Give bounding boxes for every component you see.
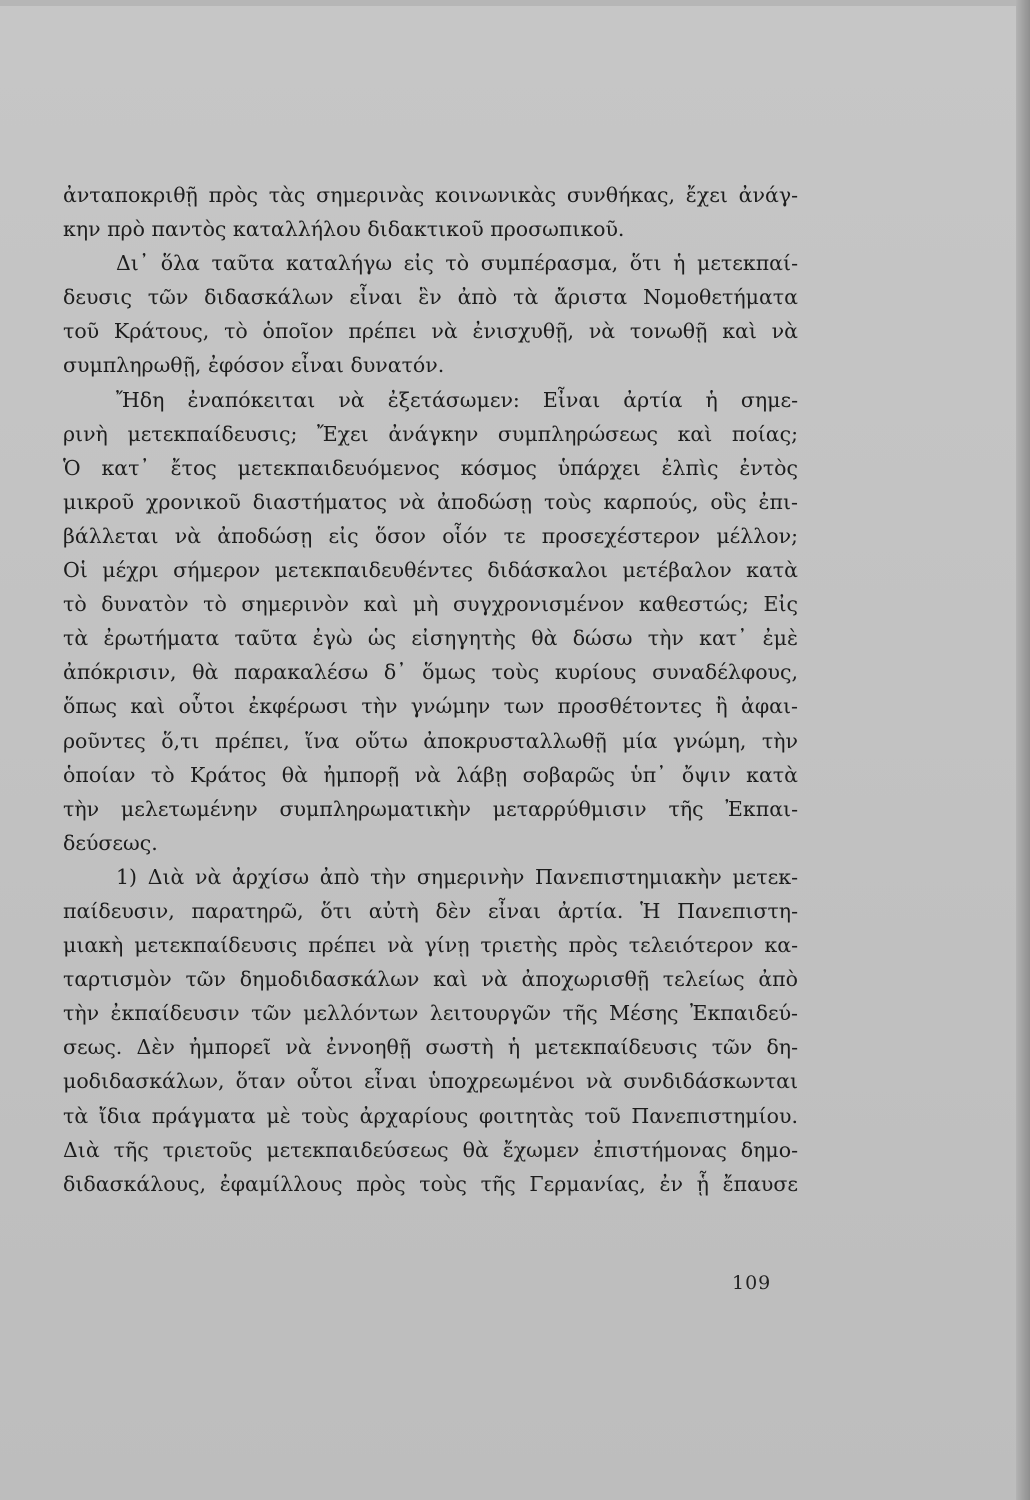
text-line: Ἤδη ἐναπόκειται νὰ ἐξετάσωμεν: Εἶναι ἀρτία ἡ σημε- [116, 387, 798, 412]
page-right-edge [1016, 0, 1030, 1500]
text-line: τοῦ Κράτους, τὸ ὁποῖον πρέπει νὰ ἐνισχυθῇ, νὰ τονωθῇ καὶ νὰ [63, 319, 798, 344]
page-number: 109 [732, 1272, 772, 1294]
text-line: ὁποίαν τὸ Κράτος θὰ ἠμπορῇ νὰ λάβῃ σοβαρῶς ὑπ᾿ ὄψιν κατὰ [63, 762, 798, 787]
text-line: ὅπως καὶ οὗτοι ἐκφέρωσι τὴν γνώμην των προσθέτοντες ἢ ἀφαι- [63, 694, 798, 719]
text-line: σεως. Δὲν ἠμπορεῖ νὰ ἐννοηθῇ σωστὴ ἡ μετεκπαίδευσις τῶν δη- [63, 1035, 798, 1060]
text-line: βάλλεται νὰ ἀποδώσῃ εἰς ὅσον οἷόν τε προσεχέστερον μέλλον; [63, 523, 798, 548]
text-line: παίδευσιν, παρατηρῶ, ὅτι αὐτὴ δὲν εἶναι ἀρτία. Ἡ Πανεπιστη- [63, 898, 798, 923]
text-line: τὴν ἐκπαίδευσιν τῶν μελλόντων λειτουργῶν τῆς Μέσης Ἐκπαιδεύ- [63, 1001, 798, 1026]
text-line: ἀπόκρισιν, θὰ παρακαλέσω δ᾿ ὅμως τοὺς κυρίους συναδέλφους, [63, 660, 798, 685]
text-line: διδασκάλους, ἐφαμίλλους πρὸς τοὺς τῆς Γερμανίας, ἐν ᾗ ἔπαυσε [63, 1171, 798, 1196]
text-line: ἀνταποκριθῇ πρὸς τὰς σημερινὰς κοινωνικὰς συνθήκας, ἔχει ἀνάγ- [63, 183, 798, 207]
text-line: Οἱ μέχρι σήμερον μετεκπαιδευθέντες διδάσκαλοι μετέβαλον κατὰ [63, 558, 798, 583]
text-line: συμπληρωθῇ, ἐφόσον εἶναι δυνατόν. [63, 353, 445, 378]
text-line: τὸ δυνατὸν τὸ σημερινὸν καὶ μὴ συγχρονισμένον καθεστώς; Εἰς [63, 592, 798, 617]
text-line: δεύσεως. [63, 830, 158, 855]
text-line: ρινὴ μετεκπαίδευσις; Ἔχει ἀνάγκην συμπληρώσεως καὶ ποίας; [63, 421, 798, 446]
text-line: Δι᾿ ὅλα ταῦτα καταλήγω εἰς τὸ συμπέρασμα, ὅτι ἡ μετεκπαί- [116, 251, 798, 276]
page-top-edge [0, 0, 1030, 6]
text-line: Διὰ τῆς τριετοῦς μετεκπαιδεύσεως θὰ ἔχωμεν ἐπιστήμονας δημο- [63, 1137, 798, 1162]
text-line: τὴν μελετωμένην συμπληρωματικὴν μεταρρύθμισιν τῆς Ἐκπαι- [63, 796, 798, 821]
text-line: 1) Διὰ νὰ ἀρχίσω ἀπὸ τὴν σημερινὴν Πανεπιστημιακὴν μετεκ- [116, 864, 798, 889]
text-line: τὰ ἐρωτήματα ταῦτα ἐγὼ ὡς εἰσηγητὴς θὰ δώσω τὴν κατ᾿ ἐμὲ [63, 626, 798, 651]
text-line: κην πρὸ παντὸς καταλλήλου διδακτικοῦ προσωπικοῦ. [63, 217, 625, 242]
text-line: μοδιδασκάλων, ὅταν οὗτοι εἶναι ὑποχρεωμένοι νὰ συνδιδάσκωνται [63, 1069, 798, 1094]
text-line: ταρτισμὸν τῶν δημοδιδασκάλων καὶ νὰ ἀποχωρισθῇ τελείως ἀπὸ [63, 967, 798, 992]
text-line: δευσις τῶν διδασκάλων εἶναι ἓν ἀπὸ τὰ ἄριστα Νομοθετήματα [63, 285, 798, 310]
text-line: τὰ ἴδια πράγματα μὲ τοὺς ἀρχαρίους φοιτητὰς τοῦ Πανεπιστημίου. [63, 1103, 798, 1128]
text-line: ροῦντες ὅ,τι πρέπει, ἵνα οὕτω ἀποκρυσταλλωθῇ μία γνώμη, τὴν [63, 728, 798, 753]
body-text [63, 178, 798, 1201]
text-line: μικροῦ χρονικοῦ διαστήματος νὰ ἀποδώσῃ τοὺς καρπούς, οὓς ἐπι- [63, 489, 798, 514]
text-line: μιακὴ μετεκπαίδευσις πρέπει νὰ γίνῃ τριετὴς πρὸς τελειότερον κα- [63, 933, 798, 958]
text-line: Ὁ κατ᾿ ἔτος μετεκπαιδευόμενος κόσμος ὑπάρχει ἐλπὶς ἐντὸς [63, 455, 798, 480]
